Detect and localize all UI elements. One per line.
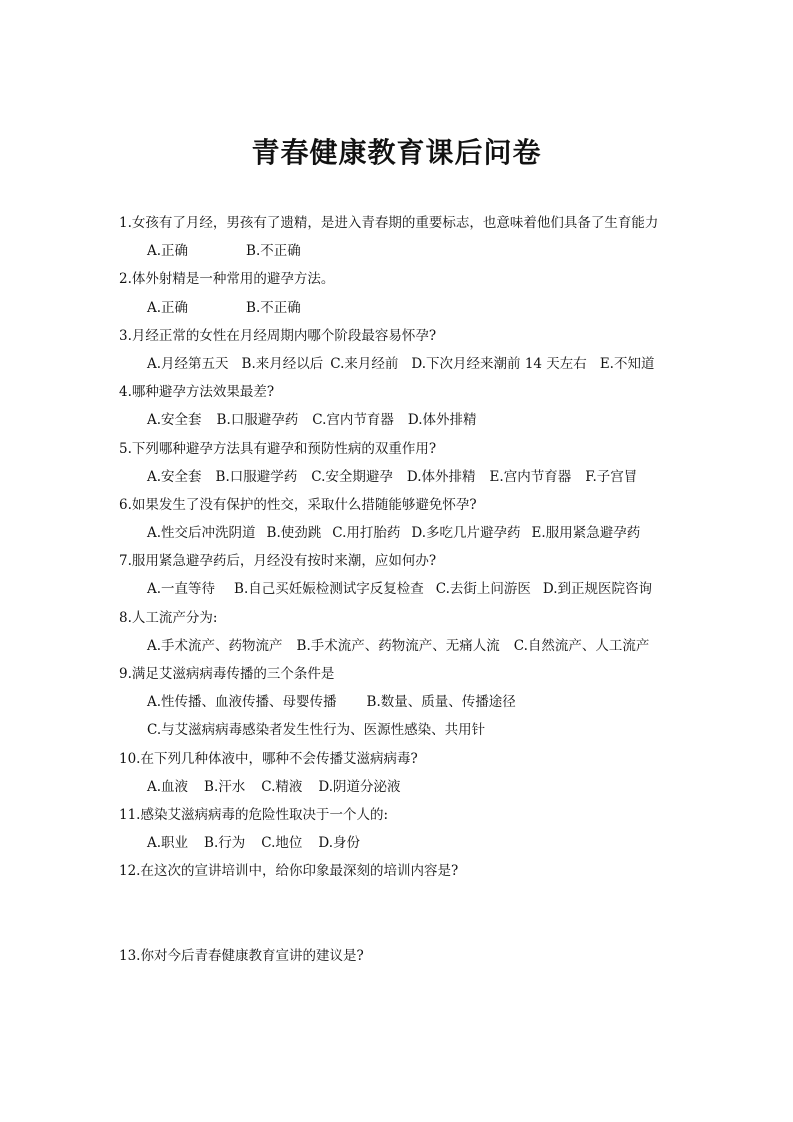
question-text: 4.哪种避孕方法效果最差?: [119, 384, 275, 401]
question-5: [119, 435, 719, 491]
question-text: 8.人工流产分为:: [119, 609, 218, 626]
question-13: [119, 942, 719, 1026]
answer-option[interactable]: A.月经第五天: [147, 355, 229, 372]
question-text: 9.满足艾滋病病毒传播的三个条件是: [119, 666, 335, 682]
option-line: [119, 406, 719, 434]
answer-option[interactable]: B.口服避学药: [215, 468, 298, 485]
question-11: [119, 801, 719, 857]
question-4: [119, 378, 719, 434]
answer-option[interactable]: E.宫内节育器: [489, 468, 572, 485]
answer-option[interactable]: B.自己买妊娠检测试字反复检查: [234, 581, 424, 598]
answer-option[interactable]: B.不正确: [246, 243, 301, 260]
question-text: 3.月经正常的女性在月经周期内哪个阶段最容易怀孕?: [119, 327, 437, 344]
answer-option[interactable]: C.与艾滋病病毒感染者发生性行为、医源性感染、共用针: [147, 722, 486, 739]
question-1: [119, 209, 719, 265]
answer-option[interactable]: C.精液: [261, 778, 303, 795]
answer-option[interactable]: B.数量、质量、传播途径: [366, 694, 516, 711]
question-8: [119, 604, 719, 660]
question-list: [119, 209, 719, 1026]
question-12: [119, 857, 719, 941]
question-text: 2.体外射精是一种常用的避孕方法。: [119, 271, 335, 288]
option-line: [119, 350, 719, 378]
answer-option[interactable]: D.多吃几片避孕药: [411, 525, 521, 542]
answer-option[interactable]: B.使劲跳: [266, 525, 322, 542]
answer-option[interactable]: B.不正确: [246, 299, 301, 316]
answer-option[interactable]: B.手术流产、药物流产、无痛人流: [296, 637, 500, 654]
question-2: [119, 265, 719, 321]
question-text: 7.服用紧急避孕药后，月经没有按时来潮，应如何办?: [119, 553, 437, 570]
answer-option[interactable]: C.去街上问游医: [435, 581, 531, 598]
answer-option[interactable]: E.不知道: [599, 355, 655, 372]
answer-option[interactable]: F.子宫冒: [585, 468, 638, 485]
option-line: [119, 829, 719, 857]
answer-option[interactable]: A.正确: [147, 299, 189, 316]
answer-option[interactable]: A.手术流产、药物流产: [147, 637, 283, 654]
option-line: [119, 688, 719, 716]
answer-option[interactable]: C.自然流产、人工流产: [513, 637, 650, 654]
question-text: 1.女孩有了月经，男孩有了遗精，是进入青春期的重要标志，也意味着他们具备了生育能力: [119, 215, 659, 231]
answer-space[interactable]: [119, 970, 719, 1026]
option-line: [119, 716, 719, 744]
option-line: [119, 773, 719, 801]
answer-option[interactable]: C.安全期避孕: [311, 468, 393, 485]
answer-option[interactable]: E.服用紧急避孕药: [531, 525, 641, 542]
question-3: [119, 322, 719, 378]
answer-option[interactable]: D.下次月经来潮前 14 天左右: [411, 355, 587, 372]
page-title: 青春健康教育课后问卷: [251, 136, 542, 169]
option-line: [119, 575, 719, 603]
question-6: [119, 491, 719, 547]
option-line: [119, 463, 719, 491]
answer-option[interactable]: C.地位: [261, 835, 303, 852]
answer-option[interactable]: A.职业: [147, 835, 189, 852]
answer-option[interactable]: C.来月经前: [330, 355, 399, 372]
answer-space[interactable]: [119, 886, 719, 942]
option-line: [119, 237, 719, 265]
answer-option[interactable]: D.体外排精: [407, 412, 477, 429]
question-text: 12.在这次的宣讲培训中，给你印象最深刻的培训内容是?: [119, 863, 459, 880]
answer-option[interactable]: D.身份: [318, 835, 361, 852]
option-line: [119, 519, 719, 547]
question-text: 13.你对今后青春健康教育宣讲的建议是?: [119, 947, 364, 964]
answer-option[interactable]: A.正确: [147, 243, 189, 260]
answer-option[interactable]: B.汗水: [204, 778, 246, 795]
question-text: 6.如果发生了没有保护的性交，采取什么措随能够避免怀孕?: [119, 496, 477, 513]
answer-option[interactable]: B.行为: [204, 835, 246, 852]
option-line: [119, 632, 719, 660]
answer-option[interactable]: A.一直等待: [147, 581, 216, 598]
answer-option[interactable]: C.宫内节育器: [312, 412, 394, 429]
answer-option[interactable]: A.性传播、血液传播、母婴传播: [147, 694, 337, 711]
answer-option[interactable]: A.性交后冲洗阴道: [147, 525, 256, 542]
answer-option[interactable]: A.安全套: [147, 412, 202, 429]
option-line: [119, 294, 719, 322]
answer-option[interactable]: A.血液: [147, 778, 189, 795]
question-text: 5.下列哪种避孕方法具有避孕和预防性病的双重作用?: [119, 440, 437, 457]
answer-option[interactable]: D.阴道分泌液: [318, 778, 401, 795]
answer-option[interactable]: D.体外排精: [406, 468, 476, 485]
question-9: [119, 660, 719, 745]
answer-option[interactable]: C.用打胎药: [332, 525, 401, 542]
answer-option[interactable]: D.到正规医院咨询: [542, 581, 653, 598]
question-text: 11.感染艾滋病病毒的危险性取决于一个人的:: [119, 806, 389, 823]
answer-option[interactable]: B.来月经以后: [241, 355, 324, 372]
answer-option[interactable]: B.口服避孕药: [216, 412, 299, 429]
answer-option[interactable]: A.安全套: [147, 468, 202, 485]
question-10: [119, 745, 719, 801]
question-text: 10.在下列几种体液中，哪种不会传播艾滋病病毒?: [119, 750, 418, 767]
question-7: [119, 547, 719, 603]
